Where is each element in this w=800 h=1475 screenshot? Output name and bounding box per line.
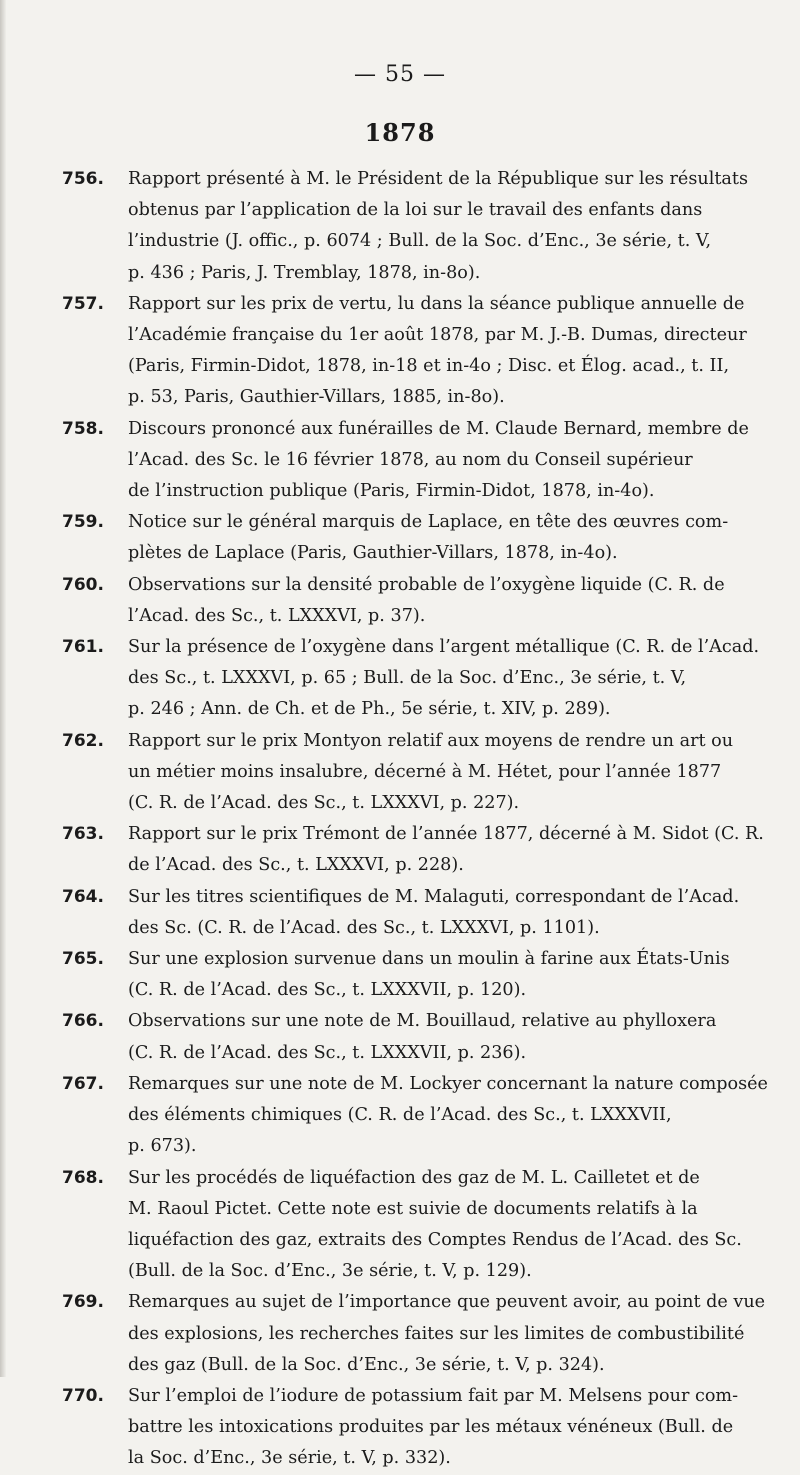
- bibliography-entry: [62, 1006, 752, 1068]
- entry-text-line: (C. R. de l’Acad. des Sc., t. LXXXVI, p. 227).: [128, 793, 520, 814]
- entry-text-line: l’Académie française du 1er août 1878, par M. J.-B. Dumas, directeur: [128, 325, 747, 346]
- entry-text-line: des Sc. (C. R. de l’Acad. des Sc., t. LXXXVI, p. 1101).: [128, 917, 600, 938]
- bibliography-entry: [62, 507, 752, 569]
- entry-number: 762.: [62, 730, 104, 751]
- bibliography-list: [62, 164, 768, 1475]
- entry-text-line: des éléments chimiques (C. R. de l’Acad. des Sc., t. LXXXVII,: [128, 1105, 672, 1126]
- bibliography-entry: [62, 1381, 752, 1475]
- entry-text-line: p. 53, Paris, Gauthier-Villars, 1885, in-8o).: [128, 387, 505, 408]
- entry-text-line: Rapport sur le prix Trémont de l’année 1877, décerné à M. Sidot (C. R.: [128, 824, 764, 845]
- entry-text-line: p. 673).: [128, 1136, 197, 1157]
- entry-number: 759.: [62, 512, 104, 533]
- entry-text-line: Sur une explosion survenue dans un moulin à farine aux États-Unis: [128, 949, 730, 970]
- bibliography-entry: [62, 1163, 752, 1288]
- bibliography-entry: [62, 819, 764, 881]
- entry-number: 770.: [62, 1385, 104, 1406]
- page-number: — 55 —: [354, 62, 446, 87]
- entry-text-line: Observations sur la densité probable de l’oxygène liquide (C. R. de: [128, 574, 725, 595]
- entry-text-line: la Soc. d’Enc., 3e série, t. V, p. 332).: [128, 1448, 451, 1469]
- bibliography-entry: [62, 164, 752, 289]
- entry-text-line: Sur les titres scientifiques de M. Malaguti, correspondant de l’Acad.: [128, 886, 740, 907]
- entry-text-line: un métier moins insalubre, décerné à M. Hétet, pour l’année 1877: [128, 761, 722, 782]
- bibliography-entry: [62, 726, 752, 820]
- entry-text-line: Sur la présence de l’oxygène dans l’argent métallique (C. R. de l’Acad.: [128, 637, 760, 658]
- entry-number: 765.: [62, 949, 104, 970]
- bibliography-entry: [62, 882, 752, 944]
- entry-text-line: (C. R. de l’Acad. des Sc., t. LXXXVII, p. 236).: [128, 1042, 527, 1063]
- entry-number: 766.: [62, 1011, 104, 1032]
- entry-text-line: Discours prononcé aux funérailles de M. Claude Bernard, membre de: [128, 418, 749, 439]
- bibliography-entry: [62, 1069, 768, 1163]
- entry-text-line: de l’Acad. des Sc., t. LXXXVI, p. 228).: [128, 855, 464, 876]
- entry-text-line: Observations sur une note de M. Bouillaud, relative au phylloxera: [128, 1011, 717, 1032]
- entry-text-line: Sur les procédés de liquéfaction des gaz de M. L. Cailletet et de: [128, 1167, 700, 1188]
- entry-text-line: (C. R. de l’Acad. des Sc., t. LXXXVII, p. 120).: [128, 980, 527, 1001]
- bibliography-entry: [62, 570, 752, 632]
- entry-number: 761.: [62, 637, 104, 658]
- entry-number: 758.: [62, 418, 104, 439]
- bibliography-entry: [62, 414, 752, 508]
- entry-number: 760.: [62, 574, 104, 595]
- entry-text-line: des Sc., t. LXXXVI, p. 65 ; Bull. de la Soc. d’Enc., 3e série, t. V,: [128, 668, 687, 689]
- bibliography-entry: [62, 632, 760, 726]
- entry-text-line: Remarques sur une note de M. Lockyer concernant la nature composée: [128, 1073, 768, 1094]
- entry-text-line: Sur l’emploi de l’iodure de potassium fait par M. Melsens pour com-: [128, 1385, 739, 1406]
- entry-text-line: M. Raoul Pictet. Cette note est suivie de documents relatifs à la: [128, 1198, 698, 1219]
- entry-number: 764.: [62, 886, 104, 907]
- entry-text-line: p. 436 ; Paris, J. Tremblay, 1878, in-8o).: [128, 262, 481, 283]
- entry-text-line: (Paris, Firmin-Didot, 1878, in-18 et in-4o ; Disc. et Élog. acad., t. II,: [128, 356, 730, 377]
- entry-number: 756.: [62, 169, 104, 189]
- entry-number: 767.: [62, 1073, 104, 1094]
- bibliography-entry: [62, 289, 752, 414]
- entry-text-line: l’industrie (J. offic., p. 6074 ; Bull. de la Soc. d’Enc., 3e série, t. V,: [128, 231, 712, 252]
- entry-text-line: Rapport présenté à M. le Président de la République sur les résultats: [128, 169, 748, 189]
- entry-text-line: de l’instruction publique (Paris, Firmin-Didot, 1878, in-4o).: [128, 481, 655, 502]
- entry-text-line: l’Acad. des Sc. le 16 février 1878, au nom du Conseil supérieur: [128, 449, 693, 470]
- entry-text-line: battre les intoxications produites par les métaux vénéneux (Bull. de: [128, 1417, 734, 1438]
- entry-number: 757.: [62, 293, 104, 314]
- entry-text-line: Remarques au sujet de l’importance que peuvent avoir, au point de vue: [128, 1292, 766, 1313]
- entry-number: 768.: [62, 1167, 104, 1188]
- entry-number: 763.: [62, 824, 104, 845]
- entry-text-line: Rapport sur le prix Montyon relatif aux moyens de rendre un art ou: [128, 730, 734, 751]
- entry-text-line: des explosions, les recherches faites sur les limites de combustibilité: [128, 1323, 745, 1344]
- page-edge: [0, 0, 6, 1377]
- entry-number: 769.: [62, 1292, 104, 1313]
- entry-text-line: l’Acad. des Sc., t. LXXXVI, p. 37).: [128, 605, 426, 626]
- entry-text-line: des gaz (Bull. de la Soc. d’Enc., 3e série, t. V, p. 324).: [128, 1354, 605, 1375]
- entry-text-line: p. 246 ; Ann. de Ch. et de Ph., 5e série, t. XIV, p. 289).: [128, 699, 611, 720]
- entry-text-line: obtenus par l’application de la loi sur le travail des enfants dans: [128, 200, 703, 221]
- entry-text-line: plètes de Laplace (Paris, Gauthier-Villars, 1878, in-4o).: [128, 543, 618, 564]
- entry-text-line: (Bull. de la Soc. d’Enc., 3e série, t. V, p. 129).: [128, 1261, 532, 1282]
- entry-text-line: Rapport sur les prix de vertu, lu dans la séance publique annuelle de: [128, 293, 745, 314]
- bibliography-entry: [62, 1287, 766, 1381]
- bibliography-entry: [62, 944, 752, 1006]
- year-heading: 1878: [364, 118, 436, 147]
- entry-text-line: Notice sur le général marquis de Laplace, en tête des œuvres com-: [128, 512, 729, 533]
- entry-text-line: liquéfaction des gaz, extraits des Comptes Rendus de l’Acad. des Sc.: [128, 1229, 742, 1250]
